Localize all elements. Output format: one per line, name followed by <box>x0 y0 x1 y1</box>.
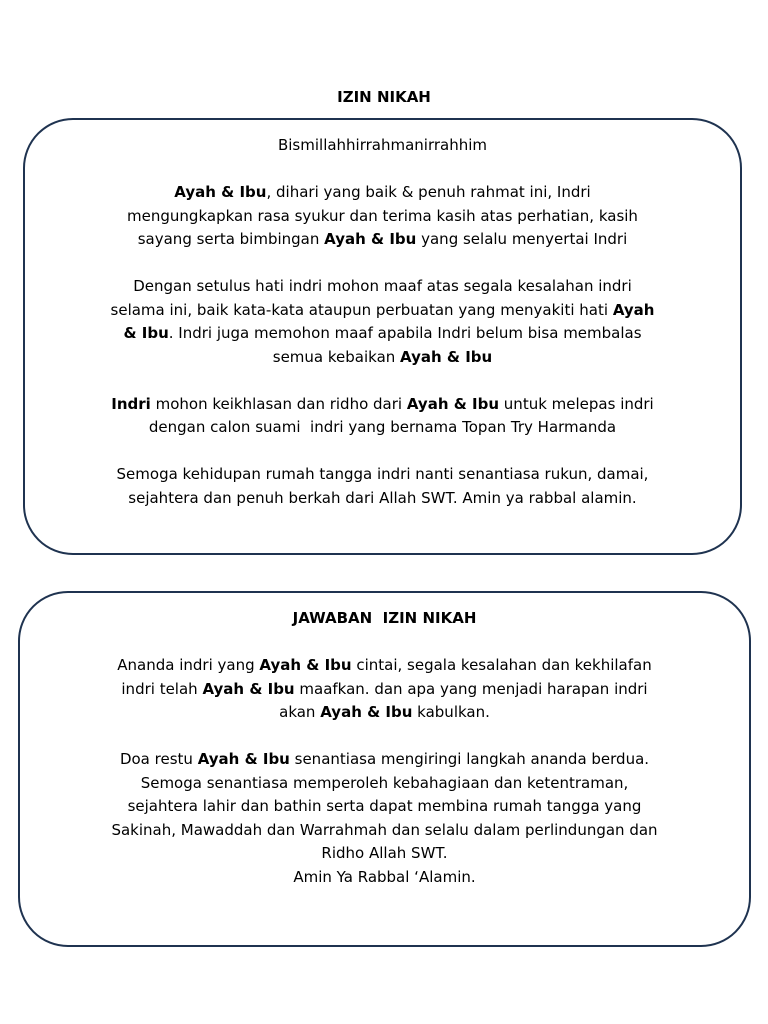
text-span: Ridho Allah SWT. <box>321 844 448 862</box>
text-span: kabulkan. <box>412 703 490 721</box>
bold-text: Ayah & Ibu <box>400 347 493 366</box>
bold-text: & Ibu <box>123 324 169 342</box>
jawaban-content <box>20 607 749 889</box>
izin-paragraph-4 <box>25 463 740 510</box>
text-span: akan <box>279 703 321 721</box>
bold-text: Indri <box>111 394 151 413</box>
opening-line: Bismillahhirrahmanirrahhim <box>277 136 488 154</box>
izin-paragraph-3 <box>25 393 740 440</box>
text-span: senantiasa mengiringi langkah ananda berdua. <box>289 750 650 768</box>
bold-text: Ayah & Ibu <box>324 230 417 248</box>
text-span: cintai, segala kesalahan dan kekhilafan <box>351 656 652 674</box>
izin-nikah-content <box>25 134 740 510</box>
text-span: maafkan. dan apa yang menjadi harapan indri <box>294 679 648 698</box>
izin-nikah-title: IZIN NIKAH <box>337 88 431 106</box>
text-span: Sakinah, Mawaddah dan Warrahmah dan selalu dalam perlindungan dan <box>111 820 658 839</box>
text-span: . Indri juga memohon maaf apabila Indri belum bisa membalas <box>168 324 642 342</box>
text-span: Semoga senantiasa memperoleh kebahagiaan dan ketentraman, <box>140 773 629 792</box>
izin-nikah-box <box>23 118 742 555</box>
jawaban-izin-nikah-box <box>18 591 751 947</box>
text-span: semua kebaikan <box>272 347 401 366</box>
text-span: selama ini, baik kata-kata ataupun perbuatan yang menyakiti hati <box>110 300 613 319</box>
text-span: mengungkapkan rasa syukur dan terima kasih atas perhatian, kasih <box>127 206 638 225</box>
text-span: Dengan setulus hati indri mohon maaf atas segala kesalahan indri <box>133 277 632 295</box>
text-span: Amin Ya Rabbal ‘Alamin. <box>293 867 476 886</box>
text-span: mohon keikhlasan dan ridho dari <box>150 394 407 413</box>
text-span: sejahtera dan penuh berkah dari Allah SWT. Amin ya rabbal alamin. <box>128 488 637 507</box>
jawaban-paragraph-1 <box>20 654 749 725</box>
bold-text: Ayah <box>612 300 655 319</box>
text-span: dengan calon suami indri yang bernama Topan Try Harmanda <box>148 418 617 436</box>
text-span: Semoga kehidupan rumah tangga indri nanti senantiasa rukun, damai, <box>116 465 649 483</box>
text-span: yang selalu menyertai Indri <box>416 230 628 248</box>
text-span: Ananda indri yang <box>117 656 260 674</box>
text-span: Doa restu <box>119 750 198 768</box>
text-span: untuk melepas indri <box>499 394 654 413</box>
bold-text: Ayah & Ibu <box>259 656 352 674</box>
jawaban-title-text: JAWABAN IZIN NIKAH <box>292 609 477 627</box>
bold-text: Ayah & Ibu <box>197 750 290 768</box>
text-span: sejahtera lahir dan bathin serta dapat membina rumah tangga yang <box>127 797 642 815</box>
jawaban-paragraph-2 <box>20 748 749 889</box>
bold-text: Ayah & Ibu <box>174 183 267 201</box>
bold-text: Ayah & Ibu <box>320 703 413 721</box>
jawaban-title <box>20 607 749 631</box>
text-span: sayang serta bimbingan <box>137 230 325 248</box>
izin-paragraph-1 <box>25 181 740 252</box>
bold-text: Ayah & Ibu <box>406 394 500 413</box>
text-span: , dihari yang baik & penuh rahmat ini, Indri <box>266 183 591 201</box>
izin-paragraph-2 <box>25 275 740 369</box>
bold-text: Ayah & Ibu <box>202 679 295 698</box>
text-span: indri telah <box>121 679 203 698</box>
